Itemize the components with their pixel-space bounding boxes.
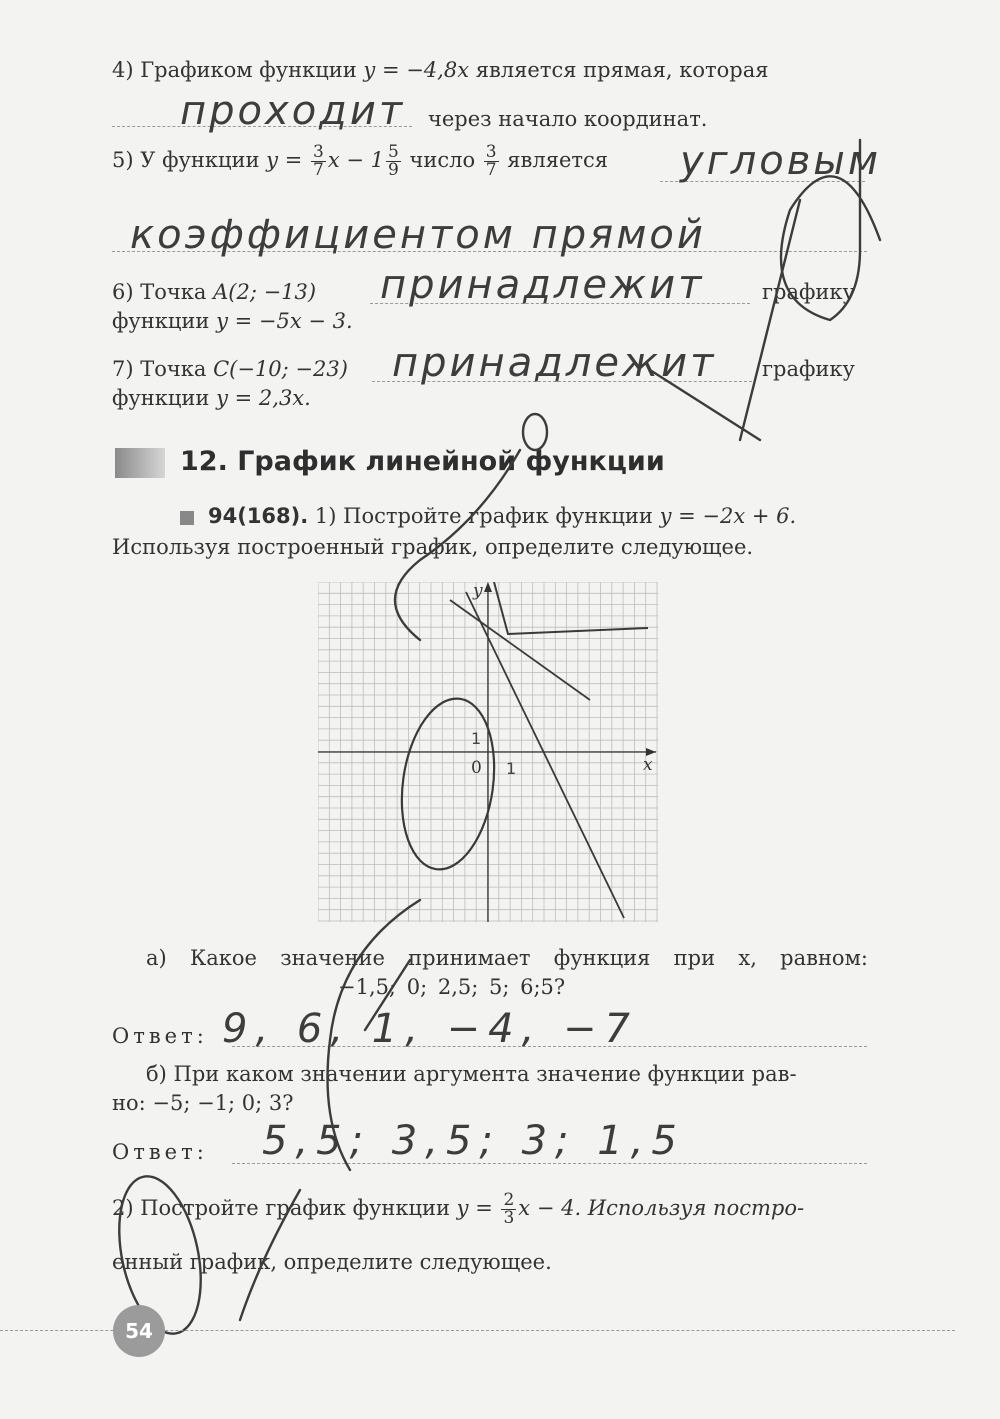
item-7-tail: графику — [762, 357, 855, 381]
coordinate-grid[interactable] — [318, 582, 660, 922]
section-title: 12. График линейной функции — [180, 446, 665, 477]
task-94-line1 — [208, 504, 796, 528]
item-4-line1 — [112, 58, 769, 82]
item-4-after: через начало координат. — [428, 107, 708, 131]
task-2-tail: x − 4. Используя постро- — [518, 1196, 805, 1220]
pencil-small-loop — [523, 414, 547, 450]
pencil-stroke-2 — [494, 582, 648, 634]
item-5-mid: x − 1 — [327, 148, 384, 172]
item-7-line2 — [112, 386, 311, 410]
frac-num: 5 — [387, 142, 399, 162]
item-6-answer: принадлежит — [380, 262, 705, 308]
y-axis-label: y — [473, 582, 483, 601]
task-94-equation: y = −2x + 6. — [659, 504, 797, 528]
task-square-marker — [180, 511, 194, 525]
item-6-text: 6) Точка — [112, 280, 214, 304]
question-b-line1: б) При каком значении аргумента значение функции рав- — [146, 1062, 797, 1086]
item-6-point: A(2; −13) — [213, 280, 317, 304]
item-7-line1 — [112, 357, 348, 381]
frac-den: 3 — [503, 1208, 515, 1228]
item-6-tail: графику — [762, 280, 855, 304]
origin-label: 0 — [471, 758, 482, 778]
unit-x-label: 1 — [506, 759, 517, 778]
item-6-line2 — [112, 309, 353, 333]
answer-a-label: Ответ: — [112, 1024, 208, 1048]
section-bar — [115, 448, 165, 478]
item-5-word: число — [402, 148, 482, 172]
task-2-text: 2) Постройте график функции — [112, 1196, 457, 1220]
frac-den: 7 — [485, 160, 497, 180]
item-7-point: C(−10; −23) — [213, 357, 348, 381]
item-4-text: 4) Графиком функции — [112, 58, 364, 82]
item-5-text: 5) У функции — [112, 148, 267, 172]
item-6-equation: y = −5x − 3. — [216, 309, 353, 333]
question-a: а) Какое значение принимает функция при x, равном: — [146, 946, 868, 970]
item-4-answer: проходит — [180, 88, 406, 134]
question-a-values: −1,5; 0; 2,5; 5; 6;5? — [338, 975, 566, 999]
answer-a: 9, 6, 1, −4, −7 — [222, 1006, 638, 1052]
x-axis-label: x — [643, 755, 653, 775]
item-5-y: y = — [266, 148, 309, 172]
item-6-line2-text: функции — [112, 309, 217, 333]
frac-num: 3 — [312, 142, 324, 162]
item-7-line2-text: функции — [112, 386, 217, 410]
frac-den: 7 — [312, 160, 324, 180]
unit-y-label: 1 — [471, 729, 482, 748]
task-2-line1 — [112, 1192, 804, 1227]
fraction-3-7-b — [484, 144, 499, 179]
question-b-line2: но: −5; −1; 0; 3? — [112, 1091, 294, 1115]
page-number: 54 — [113, 1305, 165, 1357]
y-axis-arrow — [484, 582, 492, 592]
task-2-y: y = — [456, 1196, 500, 1220]
pencil-scribble-stroke — [740, 200, 800, 440]
frac-den: 9 — [387, 160, 399, 180]
frac-num: 3 — [485, 142, 497, 162]
task-2-line2: енный график, определите следующее. — [112, 1250, 552, 1274]
task-94-text: 1) Постройте график функции — [308, 504, 660, 528]
task-94-line2: Используя построенный график, определите следующее. — [112, 535, 754, 559]
task-number: 94(168). — [208, 504, 309, 528]
answer-b: 5,5; 3,5; 3; 1,5 — [262, 1118, 685, 1164]
fraction-2-3 — [501, 1192, 516, 1227]
item-5-line1 — [112, 144, 608, 179]
item-7-equation: y = 2,3x. — [216, 386, 311, 410]
item-5-answer-2: коэффициентом прямой — [130, 212, 706, 258]
answer-b-label: Ответ: — [112, 1140, 208, 1164]
item-5-tail: является — [500, 148, 608, 172]
item-4-tail: является прямая, которая — [469, 58, 769, 82]
item-4-equation: y = −4,8x — [363, 58, 470, 82]
frac-num: 2 — [503, 1190, 515, 1210]
fraction-3-7 — [311, 144, 326, 179]
fraction-5-9 — [386, 144, 401, 179]
item-7-answer: принадлежит — [392, 340, 717, 386]
item-6-line1 — [112, 280, 316, 304]
item-7-text: 7) Точка — [112, 357, 214, 381]
item-5-answer-1: угловым — [680, 138, 882, 184]
